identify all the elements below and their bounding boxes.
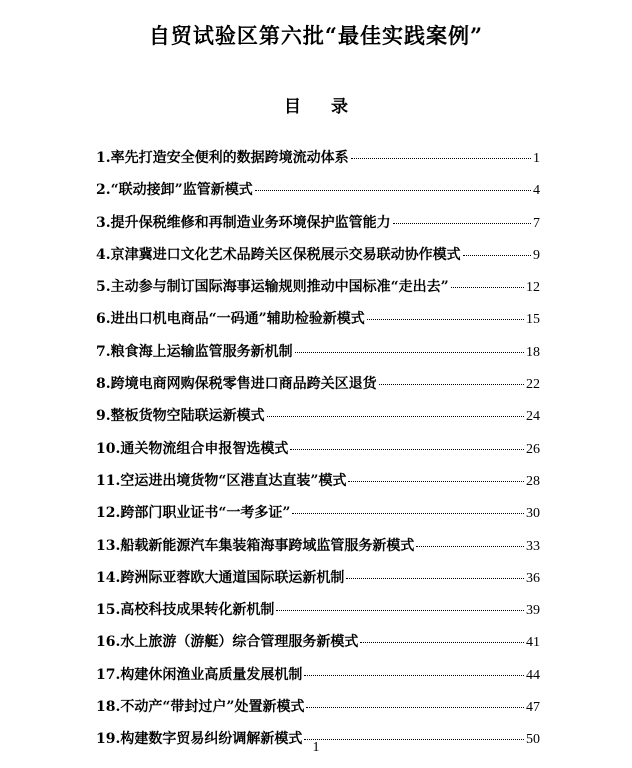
toc-entry-page: 50 (526, 732, 540, 748)
toc-entry-page: 12 (526, 280, 540, 296)
dot-leader (346, 578, 524, 579)
toc-entry-label: 1.率先打造安全便利的数据跨境流动体系 (96, 150, 349, 166)
toc-entry-page: 28 (526, 473, 540, 489)
toc-heading: 目录 (284, 97, 378, 117)
toc-list (96, 147, 540, 761)
dot-leader (290, 449, 524, 450)
toc-entry[interactable] (96, 567, 540, 599)
toc-entry[interactable] (96, 405, 540, 437)
dot-leader (393, 223, 531, 224)
toc-entry[interactable] (96, 212, 540, 244)
toc-entry-page: 9 (533, 247, 540, 263)
toc-entry-label: 17.构建休闲渔业高质量发展机制 (96, 666, 303, 683)
toc-entry-page: 4 (533, 183, 540, 199)
toc-entry-label: 10.通关物流组合申报智选模式 (96, 440, 289, 457)
toc-entry[interactable] (96, 373, 540, 405)
dot-leader (360, 642, 524, 643)
toc-entry-page: 7 (533, 215, 540, 231)
toc-entry-page: 15 (526, 312, 540, 328)
toc-entry[interactable] (96, 147, 540, 179)
dot-leader (367, 319, 524, 320)
page-title: 自贸试验区第六批“最佳实践案例” (148, 23, 484, 48)
toc-entry-label: 19.构建数字贸易纠纷调解新模式 (96, 731, 303, 748)
toc-entry-label: 13.船载新能源汽车集装箱海事跨域监管服务新模式 (96, 537, 415, 554)
dot-leader (292, 513, 524, 514)
toc-entry-page: 47 (526, 700, 540, 716)
toc-entry-page: 18 (526, 344, 540, 360)
toc-entry[interactable] (96, 341, 540, 373)
toc-entry-label: 9.整板货物空陆联运新模式 (96, 408, 265, 425)
toc-entry[interactable] (96, 664, 540, 696)
toc-entry[interactable] (96, 244, 540, 276)
toc-entry-page: 41 (526, 635, 540, 651)
toc-entry-page: 24 (526, 409, 540, 425)
toc-entry-page: 33 (526, 538, 540, 554)
toc-entry-label: 6.进出口机电商品“一码通”辅助检验新模式 (96, 311, 365, 328)
toc-entry[interactable] (96, 179, 540, 211)
toc-entry-page: 44 (526, 667, 540, 683)
dot-leader (267, 416, 524, 417)
toc-entry[interactable] (96, 599, 540, 631)
dot-leader (276, 610, 524, 611)
toc-entry-label: 3.提升保税维修和再制造业务环境保护监管能力 (96, 214, 391, 231)
dot-leader (463, 255, 531, 256)
toc-entry-label: 12.跨部门职业证书“一考多证” (96, 505, 291, 522)
dot-leader (306, 707, 524, 708)
dot-leader (295, 352, 524, 353)
toc-entry[interactable] (96, 535, 540, 567)
dot-leader (379, 384, 524, 385)
dot-leader (451, 287, 524, 288)
toc-entry-page: 26 (526, 441, 540, 457)
toc-entry-label: 7.粮食海上运输监管服务新机制 (96, 343, 293, 360)
toc-entry-page: 30 (526, 506, 540, 522)
toc-entry-page: 36 (526, 570, 540, 586)
dot-leader (304, 675, 524, 676)
toc-entry[interactable] (96, 308, 540, 340)
toc-entry-page: 39 (526, 603, 540, 619)
toc-entry-label: 15.高校科技成果转化新机制 (96, 602, 275, 619)
toc-entry-label: 4.京津冀进口文化艺术品跨关区保税展示交易联动协作模式 (96, 246, 461, 263)
dot-leader (348, 481, 524, 482)
toc-entry-label: 18.不动产“带封过户”处置新模式 (96, 699, 305, 716)
toc-entry[interactable] (96, 502, 540, 534)
toc-entry-label: 8.跨境电商网购保税零售进口商品跨关区退货 (96, 376, 377, 393)
toc-entry-label: 14.跨洲际亚蓉欧大通道国际联运新机制 (96, 569, 345, 586)
toc-entry-page: 1 (533, 151, 540, 166)
toc-entry-label: 16.水上旅游（游艇）综合管理服务新模式 (96, 634, 359, 651)
toc-entry-label: 5.主动参与制订国际海事运输规则推动中国标准“走出去” (96, 279, 449, 296)
dot-leader (255, 190, 531, 191)
toc-entry[interactable] (96, 276, 540, 308)
dot-leader (416, 546, 524, 547)
toc-entry-label: 2.“联动接卸”监管新模式 (96, 182, 253, 199)
toc-entry[interactable] (96, 470, 540, 502)
toc-entry[interactable] (96, 438, 540, 470)
toc-entry-label: 11.空运进出境货物“区港直达直装”模式 (96, 472, 347, 489)
dot-leader (351, 158, 531, 159)
toc-entry-page: 22 (526, 377, 540, 393)
toc-entry[interactable] (96, 631, 540, 663)
toc-entry[interactable] (96, 696, 540, 728)
page-number: 1 (312, 740, 320, 755)
